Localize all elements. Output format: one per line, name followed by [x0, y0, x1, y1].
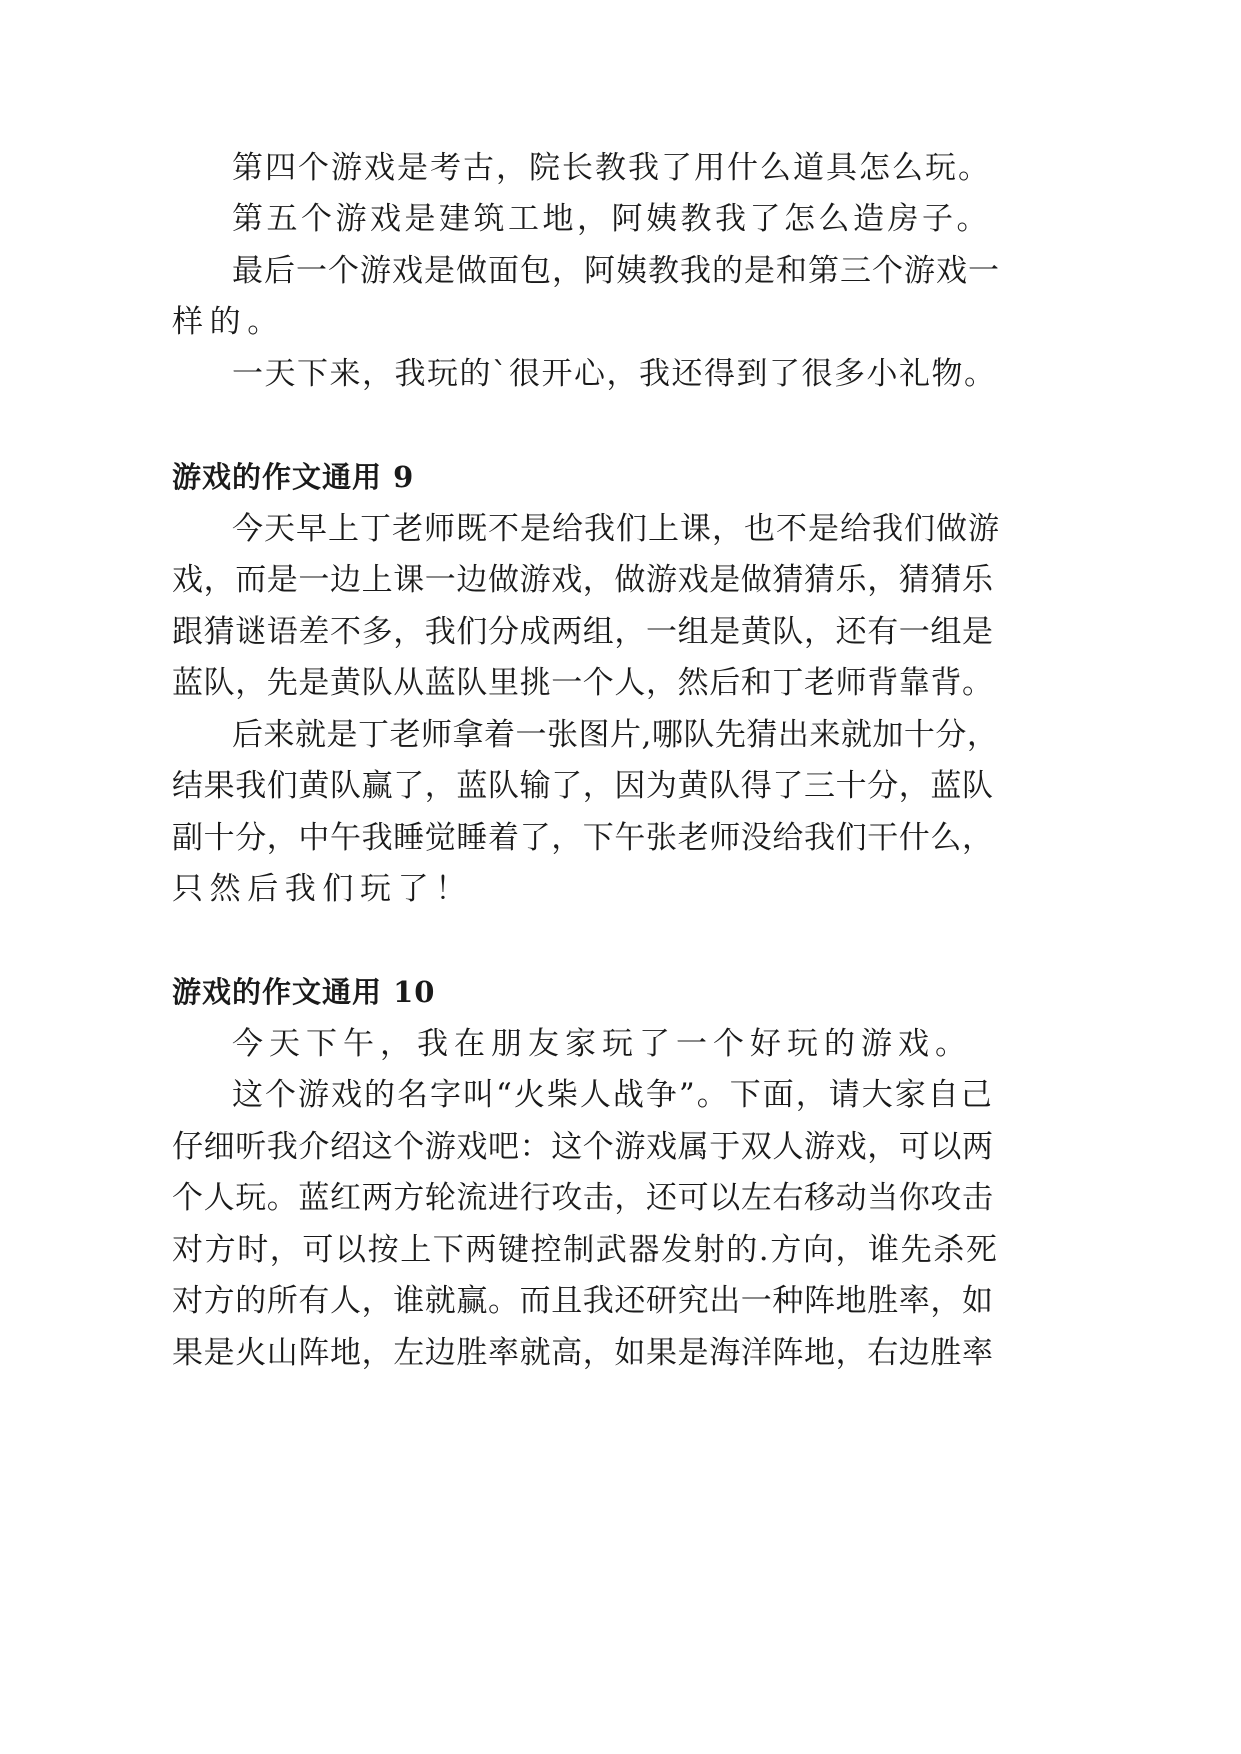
paragraph-line: 只然后我们玩了！ — [172, 871, 473, 907]
paragraph-line: 第五个游戏是建筑工地，阿姨教我了怎么造房子。 — [232, 201, 991, 237]
paragraph-line: 这个游戏的名字叫“火柴人战争”。下面，请大家自己 — [232, 1077, 994, 1113]
paragraph-line: 仔细听我介绍这个游戏吧：这个游戏属于双人游戏，可以两 — [172, 1129, 994, 1165]
paragraph-line: 结果我们黄队赢了，蓝队输了，因为黄队得了三十分，蓝队 — [172, 768, 994, 804]
paragraph-line: 今天早上丁老师既不是给我们上课，也不是给我们做游 — [232, 511, 1000, 547]
paragraph-line: 一天下来，我玩的`很开心，我还得到了很多小礼物。 — [232, 356, 997, 392]
paragraph-line: 对方的所有人，谁就赢。而且我还研究出一种阵地胜率，如 — [172, 1283, 994, 1319]
paragraph-line: 跟猜谜语差不多，我们分成两组，一组是黄队，还有一组是 — [172, 614, 994, 650]
paragraph-line: 后来就是丁老师拿着一张图片,哪队先猜出来就加十分， — [232, 717, 999, 753]
paragraph-line: 第四个游戏是考古，院长教我了用什么道具怎么玩。 — [232, 150, 991, 186]
paragraph-line: 果是火山阵地，左边胜率就高，如果是海洋阵地，右边胜率 — [172, 1335, 994, 1371]
paragraph-line: 对方时，可以按上下两键控制武器发射的.方向，谁先杀死 — [172, 1232, 999, 1268]
paragraph-line: 副十分，中午我睡觉睡着了，下午张老师没给我们干什么， — [172, 820, 994, 856]
paragraph-line: 最后一个游戏是做面包，阿姨教我的是和第三个游戏一 — [232, 253, 1000, 289]
paragraph-line: 戏，而是一边上课一边做游戏，做游戏是做猜猜乐，猜猜乐 — [172, 562, 994, 598]
section-heading: 游戏的作文通用 10 — [172, 975, 436, 1009]
paragraph-line: 个人玩。蓝红两方轮流进行攻击，还可以左右移动当你攻击 — [172, 1180, 994, 1216]
paragraph-line: 蓝队，先是黄队从蓝队里挑一个人，然后和丁老师背靠背。 — [172, 665, 994, 701]
section-heading: 游戏的作文通用 9 — [172, 460, 415, 494]
paragraph-line: 今天下午，我在朋友家玩了一个好玩的游戏。 — [232, 1026, 972, 1062]
paragraph-line: 样的。 — [172, 304, 285, 340]
